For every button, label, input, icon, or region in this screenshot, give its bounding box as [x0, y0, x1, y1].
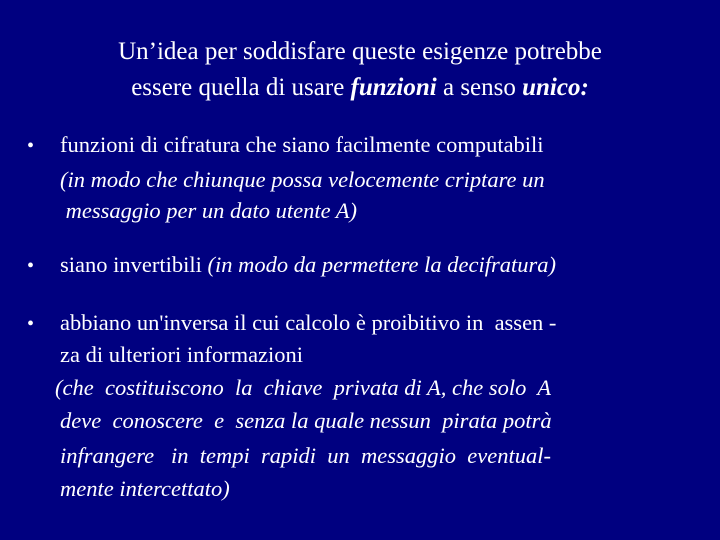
- bullet-3-line-4: deve conoscere e senza la quale nessun pirata potrà: [60, 408, 552, 433]
- bullet-3-line-1: abbiano un'inversa il cui calcolo è proibitivo in assen -: [60, 310, 557, 335]
- bullet-3-line-5: infrangere in tempi rapidi un messaggio eventual-: [60, 443, 551, 468]
- title-emphasis-unico: unico: [522, 74, 581, 101]
- title-emphasis-funzioni: funzioni: [350, 74, 437, 101]
- title-line-2: [0, 70, 720, 106]
- bullet-2-marker: •: [27, 255, 35, 277]
- bullet-1-line-1: funzioni di cifratura che siano facilmente computabili: [60, 132, 544, 157]
- bullet-1-line-3: messaggio per un dato utente A): [60, 198, 358, 223]
- bullet-3-line-2: za di ulteriori informazioni: [60, 342, 304, 367]
- bullet-3-marker: •: [27, 313, 35, 335]
- slide-title: [0, 34, 720, 106]
- title-line-1: Un’idea per soddisfare queste esigenze potrebbe: [118, 38, 602, 65]
- bullet-3-line-6: mente intercettato): [60, 476, 230, 501]
- bullet-2-text: siano invertibili: [60, 252, 208, 277]
- title-colon: :: [580, 74, 589, 101]
- title-line-2-start: essere quella di usare: [131, 74, 351, 101]
- bullet-3-line-3: (che costituiscono la chiave privata di A, che solo A: [55, 375, 551, 400]
- bullet-1-marker: •: [27, 135, 35, 157]
- bullet-2-italic: (in modo da permettere la decifratura): [207, 252, 556, 277]
- bullet-1-line-2: (in modo che chiunque possa velocemente criptare un: [60, 167, 545, 192]
- bullet-2-line: [60, 251, 556, 279]
- title-line-2-middle: a senso: [436, 74, 523, 101]
